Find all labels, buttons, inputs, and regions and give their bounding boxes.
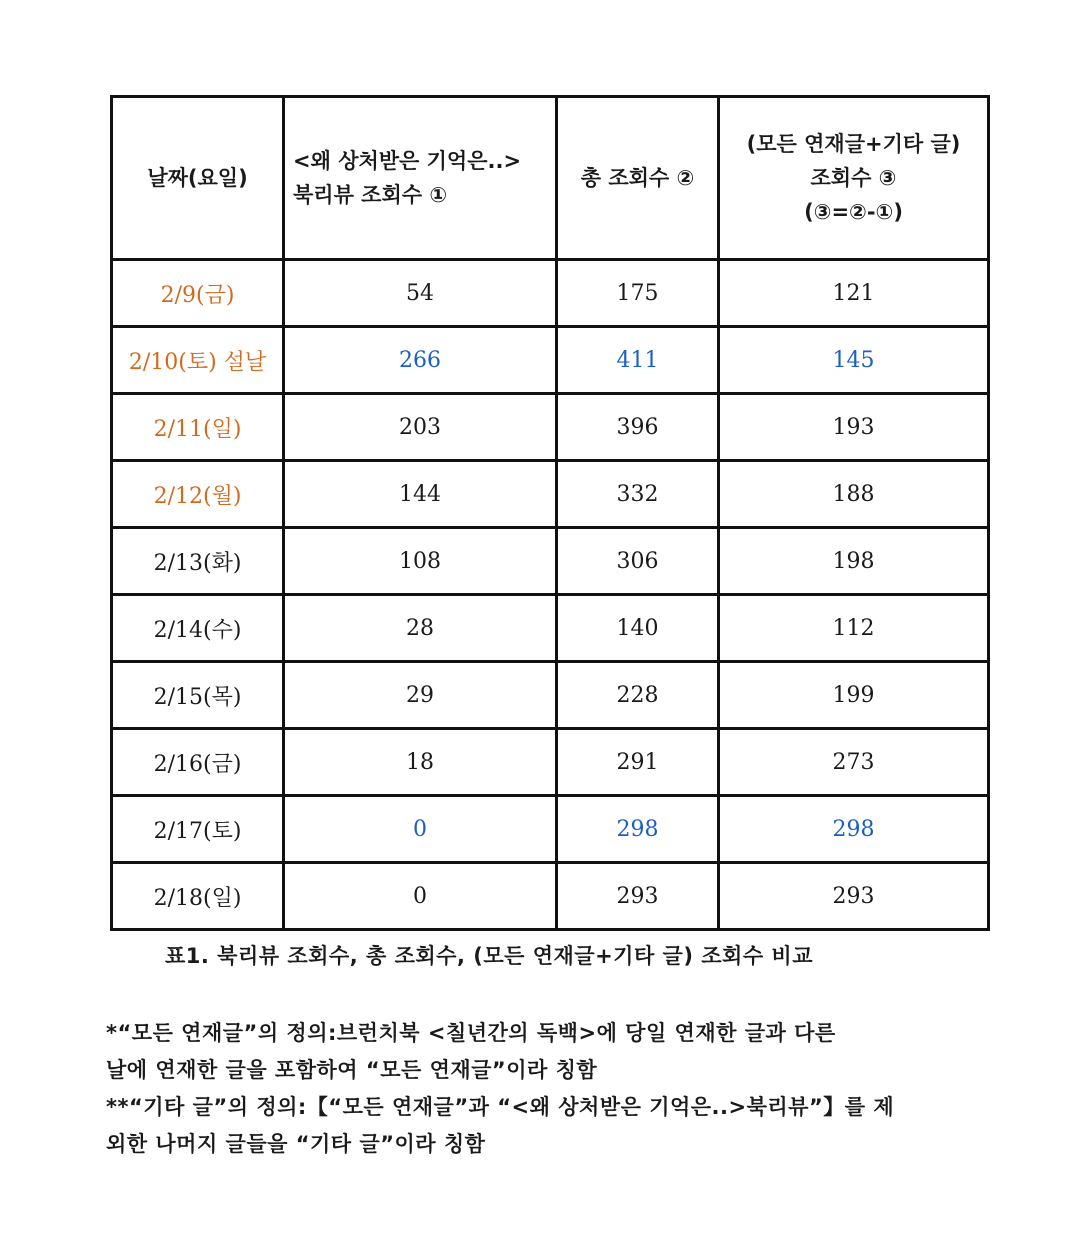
header-book-review-line2: 북리뷰 조회수 ① <box>293 183 448 207</box>
cell-total-views: 175 <box>557 260 719 327</box>
cell-date: 2/17(토) <box>112 796 284 863</box>
cell-review-views: 203 <box>284 394 557 461</box>
cell-other-views: 145 <box>719 327 989 394</box>
cell-other-views: 198 <box>719 528 989 595</box>
header-other-line2: 조회수 ③ <box>810 166 897 190</box>
cell-review-views: 144 <box>284 461 557 528</box>
table-header-row <box>112 97 989 260</box>
cell-other-views: 298 <box>719 796 989 863</box>
cell-total-views: 291 <box>557 729 719 796</box>
view-count-table <box>110 95 990 931</box>
table-row <box>112 863 989 930</box>
cell-total-views: 396 <box>557 394 719 461</box>
header-book-review-line1: <왜 상처받은 기억은..> <box>293 149 522 173</box>
footnote-1-line2: 날에 연재한 글을 포함하여 “모든 연재글”이라 칭함 <box>106 1058 598 1082</box>
table-row <box>112 662 989 729</box>
cell-total-views: 332 <box>557 461 719 528</box>
cell-date: 2/15(목) <box>112 662 284 729</box>
cell-date: 2/18(일) <box>112 863 284 930</box>
header-date: 날짜(요일) <box>112 97 284 260</box>
table-row <box>112 729 989 796</box>
table-row <box>112 461 989 528</box>
header-other-views <box>719 97 989 260</box>
cell-review-views: 29 <box>284 662 557 729</box>
table-row <box>112 595 989 662</box>
cell-review-views: 266 <box>284 327 557 394</box>
cell-total-views: 228 <box>557 662 719 729</box>
cell-other-views: 273 <box>719 729 989 796</box>
cell-other-views: 112 <box>719 595 989 662</box>
footnote-2-line2: 외한 나머지 글들을 “기타 글”이라 칭함 <box>106 1132 486 1156</box>
cell-other-views: 188 <box>719 461 989 528</box>
cell-date: 2/9(금) <box>112 260 284 327</box>
cell-date: 2/12(월) <box>112 461 284 528</box>
table-row <box>112 796 989 863</box>
footnote-1-line1: *“모든 연재글”의 정의:브런치북 <칠년간의 독백>에 당일 연재한 글과 다른 <box>106 1021 836 1045</box>
cell-review-views: 108 <box>284 528 557 595</box>
footnote-2-line1: **“기타 글”의 정의:【“모든 연재글”과 “<왜 상처받은 기억은..>북리뷰”】를 제 <box>106 1095 895 1119</box>
header-other-line1: (모든 연재글+기타 글) <box>746 132 961 156</box>
cell-review-views: 0 <box>284 796 557 863</box>
cell-date: 2/16(금) <box>112 729 284 796</box>
cell-total-views: 140 <box>557 595 719 662</box>
cell-other-views: 121 <box>719 260 989 327</box>
footnotes <box>106 1015 956 1163</box>
cell-total-views: 306 <box>557 528 719 595</box>
cell-review-views: 54 <box>284 260 557 327</box>
cell-other-views: 193 <box>719 394 989 461</box>
cell-review-views: 18 <box>284 729 557 796</box>
cell-other-views: 293 <box>719 863 989 930</box>
cell-date: 2/14(수) <box>112 595 284 662</box>
cell-review-views: 28 <box>284 595 557 662</box>
cell-total-views: 293 <box>557 863 719 930</box>
cell-total-views: 411 <box>557 327 719 394</box>
cell-date: 2/10(토) 설날 <box>112 327 284 394</box>
header-book-review-views <box>284 97 557 260</box>
cell-total-views: 298 <box>557 796 719 863</box>
table-row <box>112 528 989 595</box>
table-row <box>112 260 989 327</box>
cell-date: 2/13(화) <box>112 528 284 595</box>
table-row <box>112 327 989 394</box>
cell-other-views: 199 <box>719 662 989 729</box>
cell-date: 2/11(일) <box>112 394 284 461</box>
cell-review-views: 0 <box>284 863 557 930</box>
header-other-line3: (③=②-①) <box>804 200 903 224</box>
header-total-views: 총 조회수 ② <box>557 97 719 260</box>
table-caption: 표1. 북리뷰 조회수, 총 조회수, (모든 연재글+기타 글) 조회수 비교 <box>165 944 813 968</box>
table-row <box>112 394 989 461</box>
